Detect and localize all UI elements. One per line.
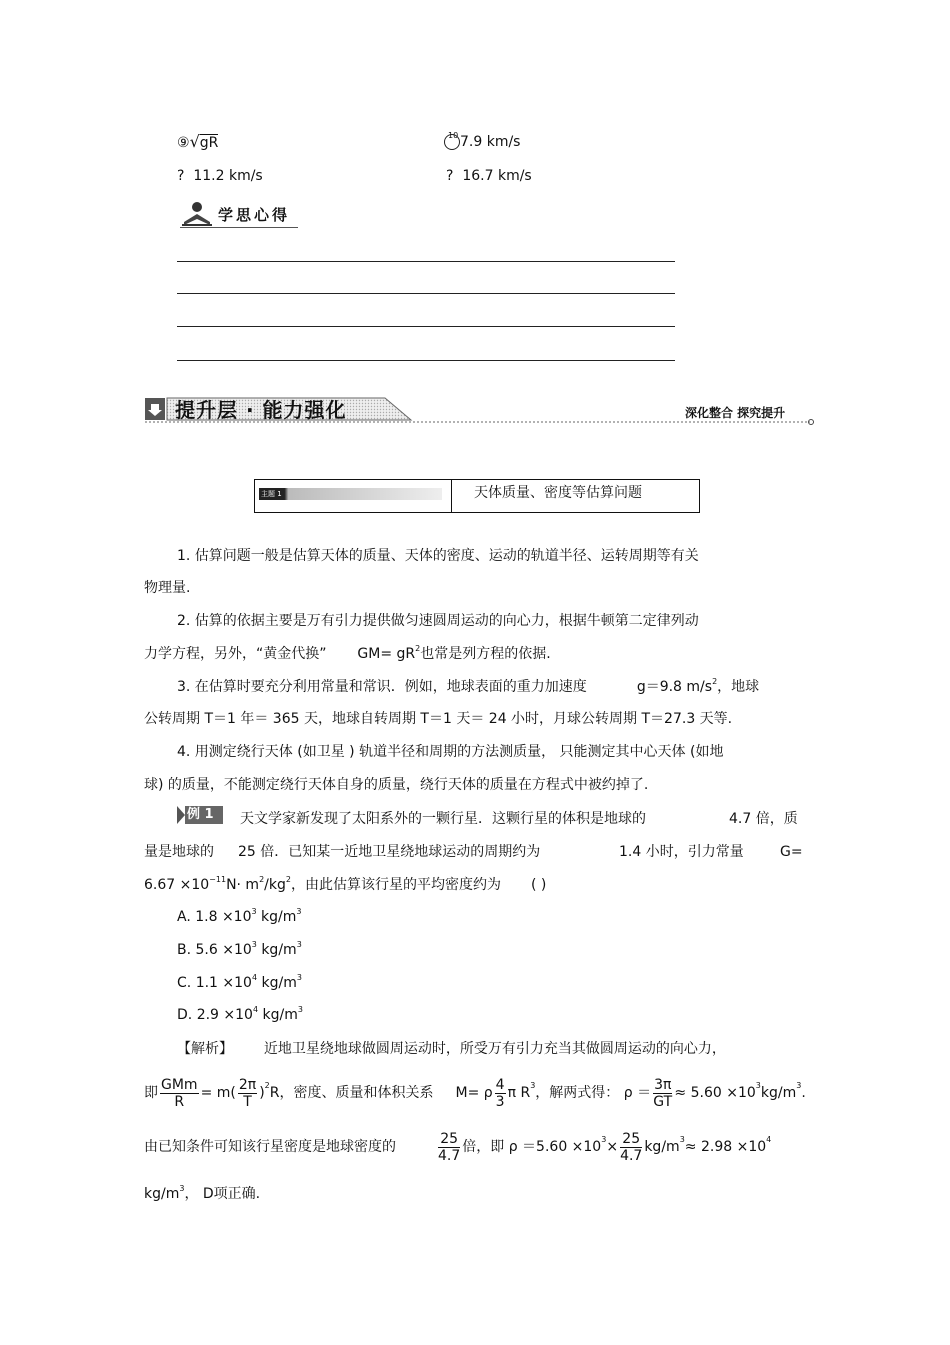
option-b[interactable]: B. $5.6 \times 10^3$ $kg/m^3$	[177, 940, 302, 958]
fraction-4-3: $\frac{4}{3}$	[495, 1076, 505, 1110]
reading-person-icon	[180, 200, 214, 228]
fraction-gmm-r2: $\frac{\text{GMm}}{R}$	[161, 1076, 198, 1110]
para-1-line-2: 物理量.	[144, 580, 191, 596]
fraction-3pi-gt2: $\frac{3\pi}{GT}$	[653, 1076, 673, 1110]
note-line	[177, 261, 675, 262]
option-a[interactable]: A. $1.8 \times 10^3$ $kg/m^3$	[177, 907, 302, 925]
answer-blank: ( )	[530, 877, 547, 893]
topic-divider	[451, 480, 452, 512]
xuesi-underline	[180, 227, 298, 228]
para-1-line-1: 1. 估算问题一般是估算天体的质量、天体的密度、运动的轨道半径、运转周期等有关	[177, 548, 699, 564]
solution-line-4: $kg/m^3$， D项正确.	[144, 1184, 261, 1202]
para-3-line-1: 3. 在估算时要充分利用常量和常识．例如，地球表面的重力加速度 g＝9.8 $m/s^2$，地球	[177, 677, 760, 695]
example-line-1a: 天文学家新发现了太阳系外的一颗行星．这颗行星的体积是地球的	[240, 811, 646, 827]
example-line-2d: G=	[780, 844, 803, 860]
example-line-2a: 量是地球的	[144, 844, 214, 860]
answer-9-value: gR	[199, 135, 219, 151]
answer-10-value: 7.9 km/s	[460, 134, 521, 150]
answer-9-mark: ⑨	[177, 135, 190, 151]
para-2-line-2: 力学方程，另外，“黄金代换” $GM= gR^2$也常是列方程的依据.	[144, 644, 551, 662]
solution-line-2: 即 $\frac{\text{GMm}}{R}$ = m( $\frac{2\pi}{T}$ ) 2 R，密度、质量和体积关系 M= ρ $\frac{4}{3}$ π R 3 ，解两式得： ρ ＝ $\frac{3\pi}{GT}$ ≈ 5.60 ×10 3 kg/m 3 .	[144, 1076, 806, 1110]
topic-tag: 主题 1	[261, 490, 282, 498]
answer-9	[177, 132, 218, 153]
banner-subtitle: 深化整合 探究提升	[685, 406, 786, 420]
solution-line-3: 由已知条件可知该行星密度是地球密度的 $\frac{25}{4.7}$ 倍，即 ρ ＝5.60 ×10 3 × $\frac{25}{4.7}$ kg/m 3 ≈ 2.98 ×10 4	[144, 1130, 772, 1164]
answer-11: ? 11.2 km/s	[177, 168, 263, 184]
solution-line-1: 【解析】 近地卫星绕地球做圆周运动时，所受万有引力充当其做圆周运动的向心力，	[177, 1041, 726, 1057]
banner-title: 提升层 · 能力强化	[175, 398, 347, 422]
example-line-3: $6.67 \times 10^{-11}N\cdot m^2/kg^2$，由此估算该行星的平均密度约为 ( )	[144, 875, 547, 893]
fraction-2pi-t: $\frac{2\pi}{T}$	[238, 1076, 257, 1110]
section-banner	[145, 396, 815, 424]
para-2-line-1: 2. 估算的依据主要是万有引力提供做匀速圆周运动的向心力，根据牛顿第二定律列动	[177, 613, 699, 629]
para-3-line-2: 公转周期 T＝1 年＝ 365 天，地球自转周期 T＝1 天＝ 24 小时，月球公转周期 T＝27.3 天等.	[144, 711, 733, 727]
topic-box	[254, 479, 700, 513]
para-4-line-2: 球) 的质量，不能测定绕行天体自身的质量，绕行天体的质量在方程式中被约掉了.	[144, 777, 649, 793]
fraction-25-4-7: $\frac{25}{4.7}$	[438, 1130, 461, 1164]
xuesi-title: 学思心得	[218, 206, 291, 224]
note-line	[177, 360, 675, 361]
example-tag: 例 1	[177, 806, 223, 824]
answer-11-value: 11.2 km/s	[193, 168, 263, 184]
answer-10-mark: 10	[444, 134, 460, 150]
topic-tag-bar	[259, 488, 442, 500]
xuesi-header	[180, 200, 298, 228]
option-c[interactable]: C. $1.1 \times 10^4$ $kg/m^3$	[177, 973, 302, 991]
solution-tag: 【解析】	[177, 1041, 233, 1057]
fraction-25-4-7-b: $\frac{25}{4.7}$	[620, 1130, 643, 1164]
para-4-line-1: 4. 用测定绕行天体 (如卫星 ) 轨道半径和周期的方法测质量， 只能测定其中心天体 (如地	[177, 744, 724, 760]
note-line	[177, 326, 675, 327]
golden-substitution-formula: GM= gR	[357, 646, 416, 662]
note-line	[177, 293, 675, 294]
example-line-2c: 1.4 小时，引力常量	[619, 844, 744, 860]
answer-12-value: 16.7 km/s	[462, 168, 532, 184]
topic-title: 天体质量、密度等估算问题	[474, 485, 642, 501]
answer-10	[444, 132, 520, 152]
answer-12: ? 16.7 km/s	[446, 168, 532, 184]
example-line-2b: 25 倍．已知某一近地卫星绕地球运动的周期约为	[238, 844, 541, 860]
option-d[interactable]: D. $2.9 \times 10^4$ $kg/m^3$	[177, 1005, 303, 1023]
sqrt-sign: √	[189, 132, 200, 151]
example-line-1b: 4.7 倍，质	[729, 811, 798, 827]
